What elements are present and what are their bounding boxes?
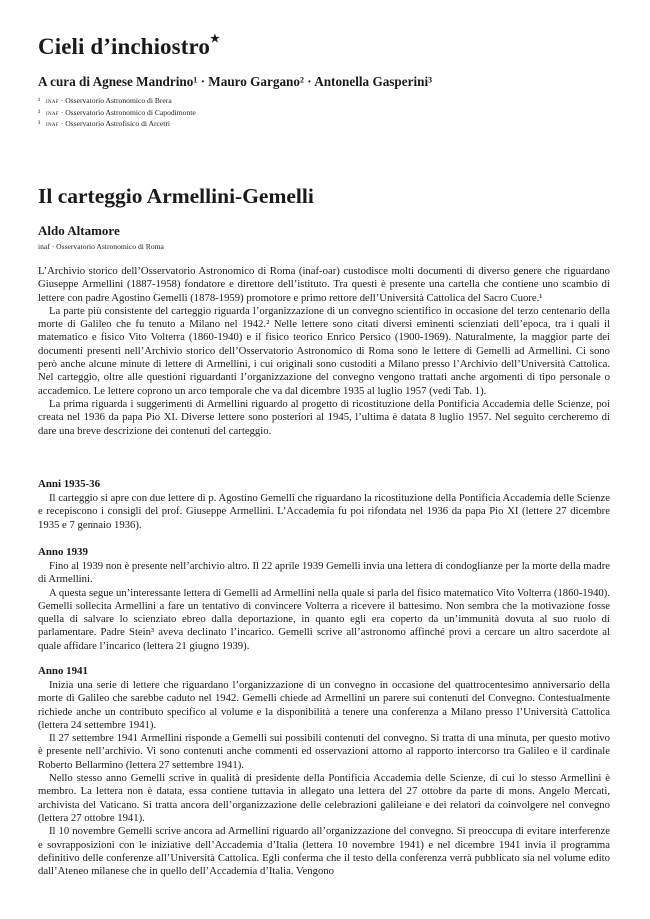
affiliation-number: ² [38, 107, 41, 117]
affiliation-org: inaf [46, 96, 59, 105]
affiliation-number: ³ [38, 119, 41, 129]
paragraph: L’Archivio storico dell’Osservatorio Astronomico di Roma (inaf-oar) custodisce molti documenti di diverso genere che riguardano Giuseppe Armellini (1887-1958) fondatore e direttore dell’istituto. Tra questi è presente una cartella che contiene uno scambio di lettere con padre Agostino Gemelli (1878-1959) promotore e primo rettore dell’Università Cattolica del Sacro Cuore.¹ [38, 265, 610, 304]
affiliation-3 [38, 118, 196, 130]
affiliation-number: ¹ [38, 96, 41, 105]
affiliation-text: · Osservatorio Astronomico di Brera [58, 96, 172, 105]
paragraph: Fino al 1939 non è presente nell’archivio altro. Il 22 aprile 1939 Gemelli invia una lettera di condoglianze per la morte della madre di Armellini. [38, 560, 610, 586]
section-body [38, 679, 610, 878]
affiliation-text: · Osservatorio Astrofisico di Arcetri [58, 119, 171, 129]
section-heading: Anni 1935-36 [38, 478, 101, 490]
paragraph: A questa segue un’interessante lettera di Gemelli ad Armellini nella quale si parla del fisico matematico Vito Volterra (1860-1940). Gemelli sollecita Armellini a fare un tentativo di convincere Volterra a ricevere il battesimo. Non sembra che la motivazione fosse quella di salvare lo scienziato ebreo dalla deportazione, in quanto egli era coperto da un’immunità dovuta al suo ruolo di parlamentare. Padre Stein³ aveva declinato l’incarico. Gemelli scrive all’astronomo affinché provi a cercare un altro sacerdote al quale affidare l’incarico (lettera 21 giugno 1939). [38, 586, 610, 652]
affiliation-org: inaf [46, 119, 59, 129]
section-body [38, 492, 610, 532]
paragraph: La parte più consistente del carteggio riguarda l’organizzazione di un convegno scientifico in occasione del terzo centenario della morte di Galileo che fu tenuto a Milano nel 1942.² Nelle lettere sono citati diversi eminenti scienziati dell’epoca, tra i quali il matematico e fisico Vito Volterra (1860-1940) e il fisico teorico Enrico Persico (1900-1969). Naturalmente, la maggior parte dei documenti presenti nell’Archivio storico dell’Osservatorio Astronomico di Roma sono le lettere di Gemelli ad Armellini. Ci sono però anche alcune minute di lettere di Armellini, i cui originali sono custoditi a Milano presso l’Archivio dell’Università Cattolica. Nel carteggio, oltre alle questioni riguardanti l’organizzazione del convegno vengono trattati anche argomenti di tipo personale o accademico. Le lettere coprono un arco temporale che va dal dicembre 1935 al luglio 1957 (vedi Tab. 1). [38, 304, 610, 397]
section-heading: Anno 1941 [38, 665, 88, 677]
title-footnote-mark: ★ [209, 33, 220, 46]
editor-affiliations [38, 95, 196, 130]
journal-title [38, 34, 220, 60]
intro-block [38, 265, 610, 438]
paragraph: Inizia una serie di lettere che riguardano l’organizzazione di un convegno in occasione del quattrocentesimo anniversario della morte di Galileo che sarebbe caduto nel 1942. Gemelli chiede ad Armellini un parere sui contenuti del Convegno. Contestualmente richiede anche un contributo specifico al volume e la disponibilità a tenere una conferenza a Milano presso l’Università Cattolica (lettera 24 settembre 1941). [38, 679, 610, 731]
editors-line: A cura di Agnese Mandrino¹ · Mauro Gargano² · Antonella Gasperini³ [38, 74, 433, 89]
paragraph: Il carteggio si apre con due lettere di p. Agostino Gemelli che riguardano la ricostituzione della Pontificia Accademia delle Scienze e recepiscono i consigli del prof. Giuseppe Armellini. L’Accademia fu poi rifondata nel 1936 da papa Pio XI (lettere 27 dicembre 1935 e 7 gennaio 1936). [38, 492, 610, 531]
affiliation-org: inaf [46, 107, 59, 117]
paragraph: Il 27 settembre 1941 Armellini risponde a Gemelli sui possibili contenuti del convegno. Si tratta di una minuta, per questo motivo è presente nell’archivio. Vi sono contenuti anche commenti ed osservazioni attorno al rapporto intercorso tra Galileo e il cardinale Roberto Bellarmino (lettera 27 settembre 1941). [38, 732, 610, 771]
article-title: Il carteggio Armellini-Gemelli [38, 184, 314, 208]
section-heading: Anno 1939 [38, 546, 88, 558]
author-name: Aldo Altamore [38, 223, 120, 238]
paragraph: La prima riguarda i suggerimenti di Armellini riguardo al progetto di ricostituzione della Pontificia Accademia delle Scienze, poi creata nel 1936 da papa Pio XI. Diverse lettere sono posteriori al 1945, l’ultima è datata 8 luglio 1957. Nel seguito cercheremo di dare una breve descrizione dei contenuti del carteggio. [38, 397, 610, 437]
paragraph: Nello stesso anno Gemelli scrive in qualità di presidente della Pontificia Accademia delle Scienze, di cui lo stesso Armellini è membro. La lettera non è datata, essa contiene tuttavia in allegato una lettera del 27 ottobre da parte di mons. Angelo Mercati, archivista del Vaticano. Si tratta ancora dell’organizzazione delle celebrazioni galileiane e dei relatori da coinvolgere nel convegno (lettera 27 ottobre 1941). [38, 772, 610, 824]
section-body [38, 560, 610, 653]
affiliation-text: · Osservatorio Astronomico di Capodimonte [58, 107, 196, 117]
affiliation-1 [38, 95, 196, 107]
affiliation-2 [38, 107, 196, 119]
author-affiliation: inaf · Osservatorio Astronomico di Roma [38, 242, 164, 251]
journal-title-text: Cieli d’inchiostro [38, 34, 210, 59]
paragraph: Il 10 novembre Gemelli scrive ancora ad Armellini riguardo all’organizzazione del convegno. Si preoccupa di evitare interferenze e sovrapposizioni con le iniziative dell’Accademia d’Italia (lettera 10 novembre 1941) e nel dicembre 1941 invia il programma definitivo delle conferenze all’Università Cattolica. Egli conferma che il testo della conferenza verrà pubblicato sia nel volume edito dall’Ateneo milanese che in quello dell’Accademia d’Italia. Vengono [38, 825, 610, 878]
